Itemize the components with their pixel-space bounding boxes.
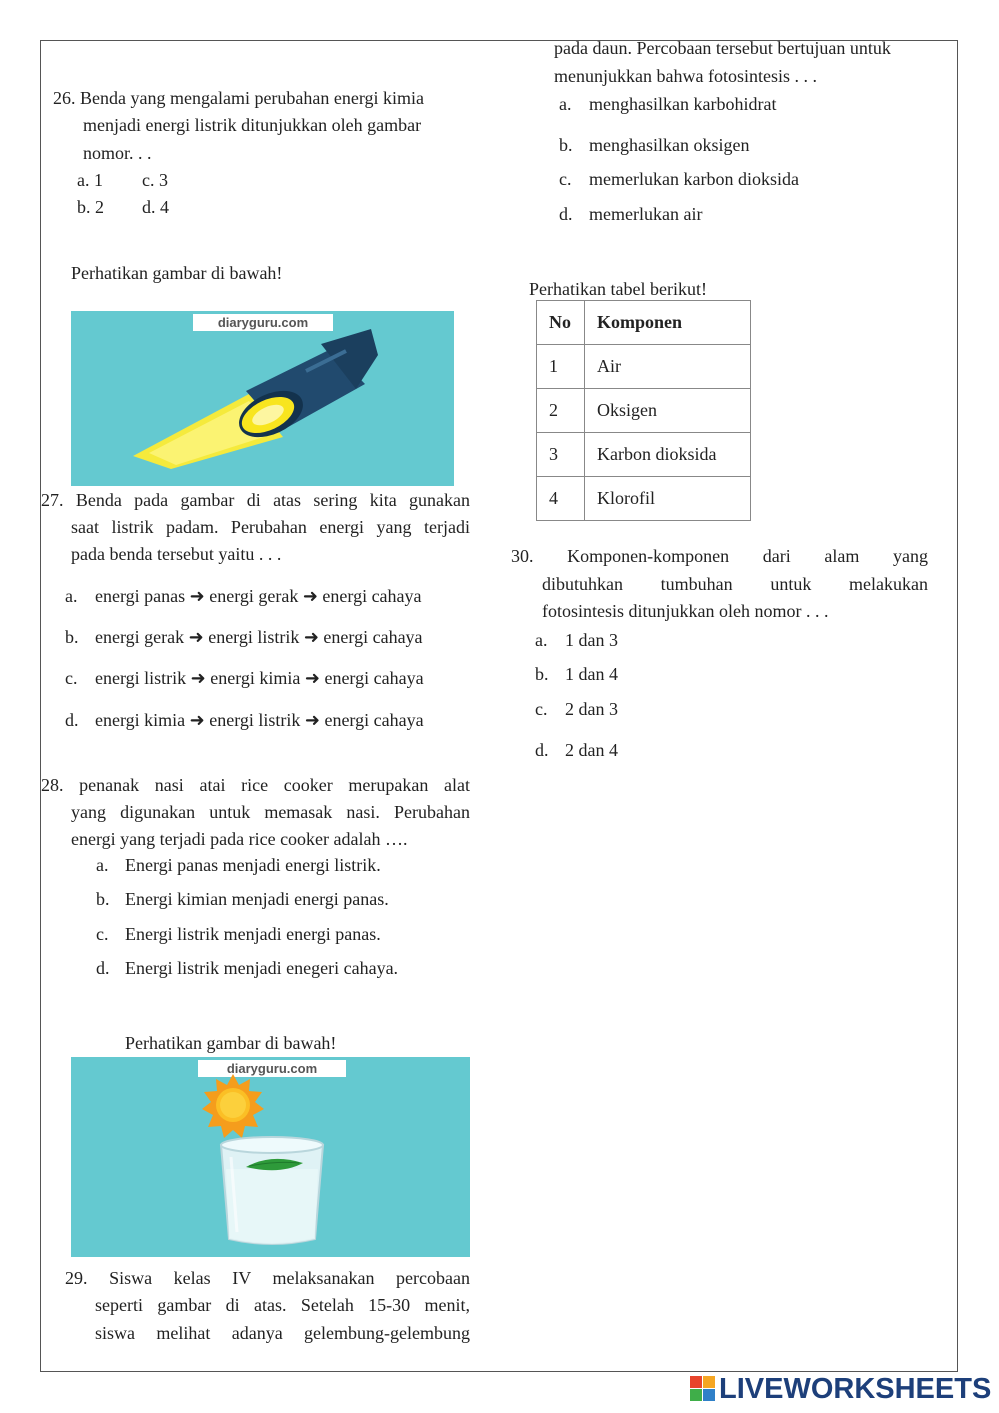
q30-option-a-letter: a. (535, 630, 548, 650)
table-header-row (537, 301, 751, 345)
q27-line3: pada benda tersebut yaitu . . . (71, 544, 282, 564)
table-cell-no: 3 (537, 433, 585, 477)
q28-option-c-text: Energi listrik menjadi energi panas. (125, 924, 381, 944)
q29-option-a-text: menghasilkan karbohidrat (589, 94, 777, 114)
q27-option-c[interactable] (65, 665, 424, 692)
table-row (537, 345, 751, 389)
q28-line1: 28. penanak nasi atai rice cooker merupakan alat (41, 775, 470, 795)
q29-option-c[interactable] (559, 166, 799, 193)
q27-option-c-letter: c. (65, 668, 78, 688)
q29-option-b-text: menghasilkan oksigen (589, 135, 750, 155)
q28-option-b-text: Energi kimian menjadi energi panas. (125, 889, 389, 909)
leaf-glass-image (71, 1057, 470, 1257)
liveworksheets-icon (690, 1376, 716, 1402)
q29-number (65, 1265, 470, 1292)
q27-option-a-letter: a. (65, 586, 78, 606)
q29-option-d-letter: d. (559, 204, 573, 224)
table-header-no: No (537, 301, 585, 345)
table-row (537, 389, 751, 433)
q30-option-b[interactable] (535, 661, 618, 688)
q27-line1: 27. Benda pada gambar di atas sering kita gunakan (41, 490, 470, 510)
q29-line4: pada daun. Percobaan tersebut bertujuan untuk (554, 38, 891, 58)
q28-option-a[interactable] (96, 852, 381, 879)
q29-option-c-letter: c. (559, 169, 572, 189)
q30-line1: 30. Komponen-komponen dari alam yang (511, 546, 928, 566)
q26-option-c[interactable]: c. 3 (142, 170, 168, 190)
q28-option-c[interactable] (96, 921, 381, 948)
q28-option-b[interactable] (96, 886, 389, 913)
table-cell-komponen: Oksigen (585, 389, 751, 433)
q29-line3: siswa melihat adanya gelembung-gelembung (95, 1323, 470, 1343)
q28-option-d-letter: d. (96, 958, 110, 978)
table-prompt: Perhatikan tabel berikut! (529, 279, 707, 299)
q30-option-a-text: 1 dan 3 (565, 630, 618, 650)
watermark: diaryguru.com (198, 1060, 346, 1077)
q27-option-c-text: energi listrik ➜ energi kimia ➜ energi cahaya (95, 668, 424, 688)
q30-option-c-letter: c. (535, 699, 548, 719)
q27-option-d-text: energi kimia ➜ energi listrik ➜ energi cahaya (95, 710, 424, 730)
q29-line1: 29. Siswa kelas IV melaksanakan percobaan (65, 1268, 470, 1288)
q27-option-b-text: energi gerak ➜ energi listrik ➜ energi cahaya (95, 627, 423, 647)
q27-option-b[interactable] (65, 624, 423, 651)
q29-option-d-text: memerlukan air (589, 204, 703, 224)
table-cell-komponen: Air (585, 345, 751, 389)
q30-option-a[interactable] (535, 627, 618, 654)
q28-option-c-letter: c. (96, 924, 109, 944)
q28-option-a-letter: a. (96, 855, 109, 875)
q30-option-c-text: 2 dan 3 (565, 699, 618, 719)
q29-line2: seperti gambar di atas. Setelah 15-30 menit, (95, 1295, 470, 1315)
prompt-image-2: Perhatikan gambar di bawah! (125, 1033, 337, 1053)
q29-option-a[interactable] (559, 91, 776, 118)
sun-glass-leaf-icon (71, 1057, 470, 1257)
q28-option-b-letter: b. (96, 889, 110, 909)
flashlight-icon (71, 311, 454, 486)
q26-line2: menjadi energi listrik ditunjukkan oleh gambar (83, 115, 422, 135)
q29-option-d[interactable] (559, 201, 702, 228)
q28-option-d[interactable] (96, 955, 398, 982)
q27-number (41, 487, 470, 514)
liveworksheets-logo[interactable] (690, 1371, 991, 1407)
q27-line2: saat listrik padam. Perubahan energi yang terjadi (71, 517, 470, 537)
table-cell-komponen: Klorofil (585, 477, 751, 521)
q29-line5: menunjukkan bahwa fotosintesis . . . (554, 66, 817, 86)
q30-option-b-letter: b. (535, 664, 549, 684)
flashlight-image (71, 311, 454, 486)
q30-option-d-letter: d. (535, 740, 549, 760)
prompt-image-1: Perhatikan gambar di bawah! (71, 263, 283, 283)
q26-option-d[interactable]: d. 4 (142, 197, 169, 217)
q30-option-b-text: 1 dan 4 (565, 664, 618, 684)
table-row (537, 477, 751, 521)
q29-option-a-letter: a. (559, 94, 572, 114)
q28-option-d-text: Energi listrik menjadi enegeri cahaya. (125, 958, 399, 978)
q30-line3: fotosintesis ditunjukkan oleh nomor . . . (542, 601, 829, 621)
watermark: diaryguru.com (193, 314, 333, 331)
q28-option-a-text: Energi panas menjadi energi listrik. (125, 855, 381, 875)
table-cell-no: 4 (537, 477, 585, 521)
q29-option-c-text: memerlukan karbon dioksida (589, 169, 799, 189)
q28-number (41, 772, 470, 799)
q30-option-c[interactable] (535, 696, 618, 723)
q27-option-a-text: energi panas ➜ energi gerak ➜ energi cahaya (95, 586, 422, 606)
q27-option-a[interactable] (65, 583, 422, 610)
table-row (537, 433, 751, 477)
q26-option-a[interactable]: a. 1 (77, 170, 103, 190)
table-cell-no: 2 (537, 389, 585, 433)
table-cell-komponen: Karbon dioksida (585, 433, 751, 477)
q29-option-b[interactable] (559, 132, 749, 159)
brand-name: LIVEWORKSHEETS (719, 1372, 992, 1405)
q27-option-d[interactable] (65, 707, 424, 734)
q28-line3: energi yang terjadi pada rice cooker adalah …. (71, 829, 408, 849)
q26-line1: 26. Benda yang mengalami perubahan energi kimia (53, 88, 425, 108)
table-cell-no: 1 (537, 345, 585, 389)
q30-option-d-text: 2 dan 4 (565, 740, 618, 760)
q30-option-d[interactable] (535, 737, 618, 764)
q27-option-d-letter: d. (65, 710, 79, 730)
components-table (536, 300, 751, 521)
q26-option-b[interactable]: b. 2 (77, 197, 104, 217)
q29-option-b-letter: b. (559, 135, 573, 155)
q27-option-b-letter: b. (65, 627, 79, 647)
q26-line3: nomor. . . (83, 143, 152, 163)
table-header-komponen: Komponen (585, 301, 751, 345)
q28-line2: yang digunakan untuk memasak nasi. Perubahan (71, 802, 470, 822)
q30-line2: dibutuhkan tumbuhan untuk melakukan (542, 574, 928, 594)
